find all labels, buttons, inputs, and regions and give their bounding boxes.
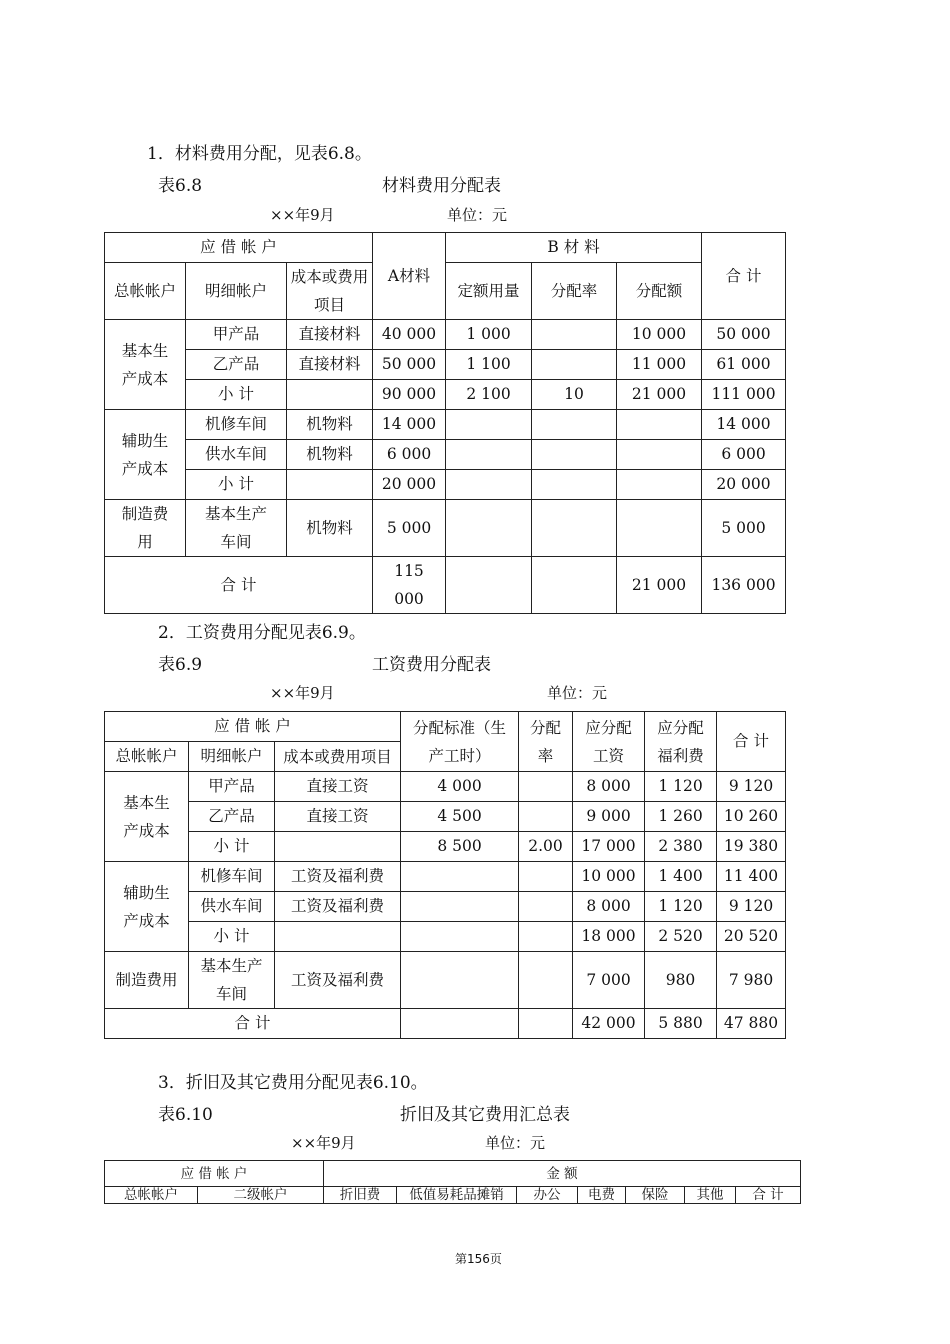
table-row [105,772,786,802]
cell-standard: 4 000 [401,772,519,802]
table-period: ××年9月 [270,206,335,224]
table-row [105,380,786,410]
table-title: 材料费用分配表 [382,176,501,196]
cell-welfare: 980 [645,952,717,1009]
cell-detail: 乙产品 [186,350,287,380]
table-row [105,832,786,862]
header-total: 合 计 [717,712,786,772]
sum-amount: 21 000 [617,557,702,614]
cell-welfare: 1 400 [645,862,717,892]
cell-item: 直接工资 [275,772,401,802]
cell-item: 直接材料 [287,350,373,380]
cell-item: 机物料 [287,410,373,440]
header-amount: 金 额 [324,1161,801,1187]
col-electricity: 电费 [578,1187,626,1204]
cell-detail: 甲产品 [186,320,287,350]
cell-welfare: 2 380 [645,832,717,862]
cell-detail: 甲产品 [189,772,275,802]
cell-amount [617,440,702,470]
cell-total: 20 000 [702,470,786,500]
table-number: 表6.10 [158,1105,213,1125]
cell-amount [617,410,702,440]
cell-a: 50 000 [373,350,446,380]
cell-item: 机物料 [287,440,373,470]
cell-detail: 小 计 [186,380,287,410]
cell-total: 11 400 [717,862,786,892]
sum-label: 合 计 [105,557,373,614]
group-auxiliary-production: 辅助生产成本 [105,862,189,952]
cell-rate [532,410,617,440]
cell-total: 61 000 [702,350,786,380]
material-cost-table [104,232,786,614]
table-sum-row [105,1009,786,1039]
cell-wage: 17 000 [573,832,645,862]
table-header-row [105,233,786,263]
cell-rate [532,500,617,557]
cell-amount: 10 000 [617,320,702,350]
table-header-row [105,712,786,742]
header-account: 应 借 帐 户 [105,233,373,263]
cell-item: 机物料 [287,500,373,557]
header-wage: 应分配工资 [573,712,645,772]
cell-total: 6 000 [702,440,786,470]
table-period: ××年9月 [270,684,335,702]
page-number: 第156页 [455,1252,502,1266]
cell-wage: 9 000 [573,802,645,832]
table-row [105,952,786,1009]
table-row [105,470,786,500]
table-unit: 单位：元 [447,206,508,224]
section-2-heading: 2．工资费用分配见表6.9。 [158,623,366,643]
cell-detail: 基本生产车间 [189,952,275,1009]
table-row [105,410,786,440]
table-title: 折旧及其它费用汇总表 [400,1105,570,1125]
cell-detail: 乙产品 [189,802,275,832]
cell-item [287,380,373,410]
cell-wage: 18 000 [573,922,645,952]
header-cost-item: 成本或费用项目 [287,263,373,320]
sum-quota [446,557,532,614]
table-row [105,862,786,892]
cell-rate [519,952,573,1009]
cell-total: 5 000 [702,500,786,557]
cell-a: 6 000 [373,440,446,470]
header-account: 应 借 帐 户 [105,712,401,742]
group-manufacturing-overhead: 制造费用 [105,952,189,1009]
sum-wage: 42 000 [573,1009,645,1039]
section-3-heading: 3．折旧及其它费用分配见表6.10。 [158,1073,428,1093]
table-unit: 单位：元 [485,1134,546,1152]
section-1-heading: 1．材料费用分配，见表6.8。 [147,144,372,164]
cell-a: 14 000 [373,410,446,440]
header-total: 合 计 [702,233,786,320]
cell-detail: 小 计 [189,922,275,952]
header-rate: 分配率 [532,263,617,320]
cell-item: 工资及福利费 [275,892,401,922]
cell-total: 9 120 [717,772,786,802]
cell-detail: 供水车间 [186,440,287,470]
cell-a: 20 000 [373,470,446,500]
cell-standard [401,922,519,952]
table-header-row [105,1187,801,1204]
cell-rate [519,892,573,922]
table-period: ××年9月 [291,1134,356,1152]
cell-detail: 机修车间 [186,410,287,440]
cell-quota: 2 100 [446,380,532,410]
cell-amount: 11 000 [617,350,702,380]
cell-a: 5 000 [373,500,446,557]
table-row [105,440,786,470]
col-office: 办公 [517,1187,578,1204]
cell-detail: 供水车间 [189,892,275,922]
cell-a: 40 000 [373,320,446,350]
header-amount: 分配额 [617,263,702,320]
table-row [105,892,786,922]
header-quota: 定额用量 [446,263,532,320]
header-detail-account: 明细帐户 [186,263,287,320]
col-low-value-amortization: 低值易耗品摊销 [397,1187,517,1204]
cell-total: 10 260 [717,802,786,832]
header-material-a: A材料 [373,233,446,320]
header-detail-account: 明细帐户 [189,742,275,772]
cell-total: 9 120 [717,892,786,922]
cell-rate: 2.00 [519,832,573,862]
cell-welfare: 1 260 [645,802,717,832]
depreciation-summary-table [104,1160,801,1204]
cell-rate: 10 [532,380,617,410]
col-general-account: 总帐帐户 [105,1187,198,1204]
col-total: 合 计 [736,1187,801,1204]
cell-item: 直接工资 [275,802,401,832]
table-header-row [105,263,786,320]
header-cost-item: 成本或费用项目 [275,742,401,772]
cell-total: 20 520 [717,922,786,952]
cell-total: 19 380 [717,832,786,862]
cell-welfare: 1 120 [645,772,717,802]
cell-wage: 8 000 [573,892,645,922]
cell-welfare: 1 120 [645,892,717,922]
table-unit: 单位：元 [547,684,608,702]
cell-standard: 4 500 [401,802,519,832]
group-basic-production: 基本生产成本 [105,772,189,862]
col-other: 其他 [685,1187,736,1204]
cell-rate [519,862,573,892]
table-header-row [105,1161,801,1187]
table-row [105,922,786,952]
cell-rate [532,320,617,350]
sum-rate [519,1009,573,1039]
sum-rate [532,557,617,614]
cell-rate [519,772,573,802]
cell-item: 工资及福利费 [275,952,401,1009]
cell-rate [519,922,573,952]
cell-rate [519,802,573,832]
cell-item [275,832,401,862]
cell-rate [532,470,617,500]
cell-total: 14 000 [702,410,786,440]
cell-standard [401,862,519,892]
cell-amount: 21 000 [617,380,702,410]
table-number: 表6.8 [158,176,203,196]
sum-a: 115 000 [373,557,446,614]
sum-total: 136 000 [702,557,786,614]
cell-standard [401,952,519,1009]
header-welfare: 应分配福利费 [645,712,717,772]
col-second-account: 二级帐户 [198,1187,324,1204]
cell-rate [532,440,617,470]
cell-amount [617,500,702,557]
cell-standard: 8 500 [401,832,519,862]
cell-quota [446,410,532,440]
cell-total: 50 000 [702,320,786,350]
cell-detail: 基本生产车间 [186,500,287,557]
cell-amount [617,470,702,500]
sum-label: 合 计 [105,1009,401,1039]
header-rate: 分配率 [519,712,573,772]
table-row [105,350,786,380]
table-number: 表6.9 [158,655,203,675]
cell-quota: 1 100 [446,350,532,380]
wage-cost-table [104,711,786,1039]
cell-total: 111 000 [702,380,786,410]
cell-item [275,922,401,952]
header-standard: 分配标准（生产工时） [401,712,519,772]
cell-quota [446,440,532,470]
cell-a: 90 000 [373,380,446,410]
table-row [105,802,786,832]
header-material-b: B 材 料 [446,233,702,263]
cell-item: 直接材料 [287,320,373,350]
cell-standard [401,892,519,922]
cell-quota: 1 000 [446,320,532,350]
group-auxiliary-production: 辅助生产成本 [105,410,186,500]
cell-wage: 7 000 [573,952,645,1009]
cell-quota [446,500,532,557]
cell-detail: 机修车间 [189,862,275,892]
cell-detail: 小 计 [189,832,275,862]
cell-welfare: 2 520 [645,922,717,952]
cell-wage: 8 000 [573,772,645,802]
cell-item: 工资及福利费 [275,862,401,892]
sum-total: 47 880 [717,1009,786,1039]
header-general-account: 总帐帐户 [105,742,189,772]
header-general-account: 总帐帐户 [105,263,186,320]
cell-detail: 小 计 [186,470,287,500]
sum-welfare: 5 880 [645,1009,717,1039]
table-title: 工资费用分配表 [372,655,491,675]
col-insurance: 保险 [626,1187,685,1204]
col-depreciation: 折旧费 [324,1187,397,1204]
table-row [105,320,786,350]
cell-wage: 10 000 [573,862,645,892]
table-sum-row [105,557,786,614]
group-basic-production: 基本生产成本 [105,320,186,410]
table-row [105,500,786,557]
cell-item [287,470,373,500]
cell-quota [446,470,532,500]
header-account: 应 借 帐 户 [105,1161,324,1187]
cell-rate [532,350,617,380]
sum-standard [401,1009,519,1039]
group-manufacturing-overhead: 制造费用 [105,500,186,557]
cell-total: 7 980 [717,952,786,1009]
